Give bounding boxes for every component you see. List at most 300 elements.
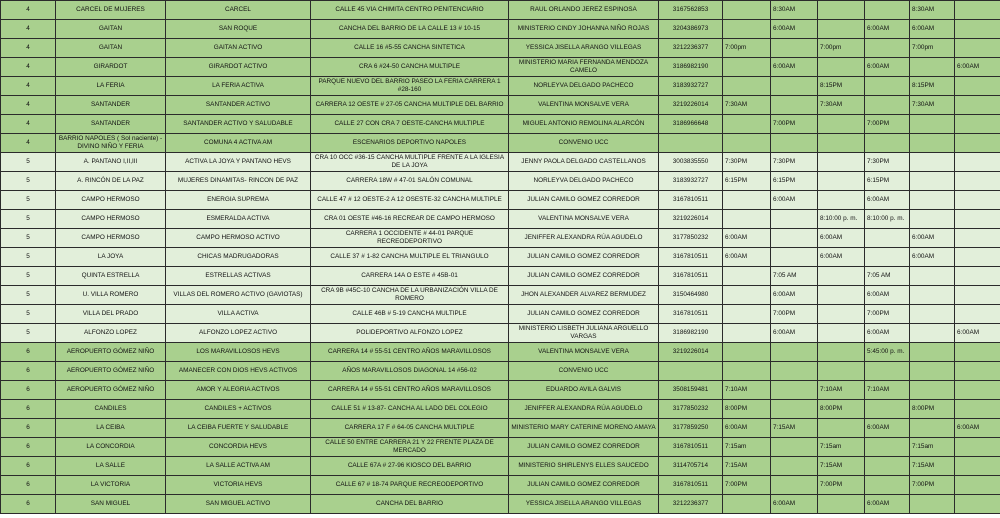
table-row <box>1 191 1000 210</box>
time-cell: 8:00PM <box>818 400 865 419</box>
comuna-cell: 5 <box>1 229 56 248</box>
barrio-cell: SANTANDER <box>56 115 166 134</box>
table-row <box>1 58 1000 77</box>
table-row <box>1 267 1000 286</box>
phone-cell: 3003835550 <box>659 153 723 172</box>
time-cell <box>910 362 955 381</box>
group-name-cell: VICTORIA HEVS <box>166 476 311 495</box>
time-cell <box>818 134 865 153</box>
group-name-cell: VILLA ACTIVA <box>166 305 311 324</box>
time-cell <box>818 419 865 438</box>
table-row <box>1 400 1000 419</box>
group-name-cell: VILLAS DEL ROMERO ACTIVO (GAVIOTAS) <box>166 286 311 305</box>
comuna-cell: 6 <box>1 457 56 476</box>
time-cell: 7:00PM <box>910 476 955 495</box>
time-cell: 6:00AM <box>723 419 771 438</box>
time-cell <box>771 210 818 229</box>
comuna-cell: 6 <box>1 476 56 495</box>
comuna-cell: 4 <box>1 39 56 58</box>
time-cell <box>723 362 771 381</box>
time-cell: 6:00AM <box>771 191 818 210</box>
coordinator-cell: CONVENIO UCC <box>509 134 659 153</box>
phone-cell: 3186982190 <box>659 324 723 343</box>
coordinator-cell: JENIFFER ALEXANDRA RÚA AGUDELO <box>509 229 659 248</box>
time-cell: 7:00PM <box>771 305 818 324</box>
comuna-cell: 5 <box>1 191 56 210</box>
address-cell: CARRERA 17 F # 64-05 CANCHA MULTIPLE <box>311 419 509 438</box>
table-row <box>1 1 1000 20</box>
barrio-cell: AEROPUERTO GÓMEZ NIÑO <box>56 381 166 400</box>
table-row <box>1 438 1000 457</box>
time-cell <box>955 20 1000 39</box>
time-cell: 6:00AM <box>771 286 818 305</box>
time-cell: 7:05 AM <box>865 267 910 286</box>
time-cell: 7:00pm <box>818 39 865 58</box>
address-cell: CALLE 16 #5-55 CANCHA SINTETICA <box>311 39 509 58</box>
time-cell: 6:00AM <box>818 248 865 267</box>
time-cell <box>865 1 910 20</box>
time-cell <box>818 495 865 514</box>
phone-cell: 3219226014 <box>659 210 723 229</box>
group-name-cell: COMUNA 4 ACTIVA AM <box>166 134 311 153</box>
address-cell: CANCHA DEL BARRIO <box>311 495 509 514</box>
time-cell <box>723 324 771 343</box>
barrio-cell: CAMPO HERMOSO <box>56 191 166 210</box>
time-cell: 6:15PM <box>771 172 818 191</box>
time-cell <box>910 191 955 210</box>
time-cell <box>910 419 955 438</box>
comuna-cell: 4 <box>1 115 56 134</box>
barrio-cell: AEROPUERTO GÓMEZ NIÑO <box>56 343 166 362</box>
coordinator-cell: JENNY PAOLA DELGADO CASTELLANOS <box>509 153 659 172</box>
barrio-cell: SAN MIGUEL <box>56 495 166 514</box>
time-cell <box>771 438 818 457</box>
time-cell <box>771 476 818 495</box>
comuna-cell: 4 <box>1 1 56 20</box>
phone-cell: 3114705714 <box>659 457 723 476</box>
time-cell <box>818 1 865 20</box>
time-cell <box>865 400 910 419</box>
group-name-cell: GAITAN ACTIVO <box>166 39 311 58</box>
time-cell: 6:00AM <box>865 286 910 305</box>
coordinator-cell: MINISTERIO LISBETH JULIANA ARGUELLO VARGAS <box>509 324 659 343</box>
time-cell <box>818 115 865 134</box>
phone-cell: 3177859250 <box>659 419 723 438</box>
barrio-cell: A. RINCÓN DE LA PAZ <box>56 172 166 191</box>
time-cell: 6:00AM <box>723 248 771 267</box>
coordinator-cell: NORLEYVA DELGADO PACHECO <box>509 77 659 96</box>
time-cell <box>865 96 910 115</box>
time-cell: 7:15am <box>723 438 771 457</box>
barrio-cell: QUINTA ESTRELLA <box>56 267 166 286</box>
address-cell: CARRERA 12 OESTE # 27-05 CANCHA MULTIPLE DEL BARRIO <box>311 96 509 115</box>
time-cell <box>723 267 771 286</box>
group-name-cell: AMANECER CON DIOS HEVS ACTIVOS <box>166 362 311 381</box>
time-cell <box>910 267 955 286</box>
group-name-cell: CONCORDIA HEVS <box>166 438 311 457</box>
time-cell <box>955 286 1000 305</box>
table-row <box>1 457 1000 476</box>
time-cell: 7:30PM <box>771 153 818 172</box>
time-cell <box>723 495 771 514</box>
time-cell: 6:15PM <box>865 172 910 191</box>
time-cell: 6:00AM <box>865 324 910 343</box>
barrio-cell: CAMPO HERMOSO <box>56 229 166 248</box>
time-cell: 7:00pm <box>910 39 955 58</box>
barrio-cell: BARRIO NAPOLES ( Sol naciente) - DIVINO NIÑO Y FERIA <box>56 134 166 153</box>
barrio-cell: GAITAN <box>56 20 166 39</box>
time-cell <box>723 305 771 324</box>
time-cell: 7:10AM <box>723 381 771 400</box>
time-cell <box>818 343 865 362</box>
comuna-cell: 5 <box>1 267 56 286</box>
table-row <box>1 362 1000 381</box>
time-cell <box>955 153 1000 172</box>
group-name-cell: SANTANDER ACTIVO <box>166 96 311 115</box>
address-cell: CARRERA 14 # 55-51 CENTRO AÑOS MARAVILLOSOS <box>311 343 509 362</box>
address-cell: CALLE 67A # 27-96 KIOSCO DEL BARRIO <box>311 457 509 476</box>
coordinator-cell: MINISTERIO CINDY JOHANNA NIÑO ROJAS <box>509 20 659 39</box>
time-cell <box>955 267 1000 286</box>
time-cell <box>771 343 818 362</box>
time-cell <box>771 134 818 153</box>
time-cell <box>910 324 955 343</box>
time-cell: 8:15PM <box>910 77 955 96</box>
time-cell: 6:00AM <box>771 20 818 39</box>
comuna-cell: 6 <box>1 400 56 419</box>
time-cell <box>955 248 1000 267</box>
time-cell <box>723 20 771 39</box>
comuna-cell: 6 <box>1 419 56 438</box>
coordinator-cell: VALENTINA MONSALVE VERA <box>509 210 659 229</box>
table-row <box>1 172 1000 191</box>
time-cell <box>723 115 771 134</box>
address-cell: CALLE 51 # 13-87- CANCHA AL LADO DEL COLEGIO <box>311 400 509 419</box>
time-cell <box>723 210 771 229</box>
time-cell: 7:00PM <box>865 115 910 134</box>
time-cell: 6:00AM <box>955 58 1000 77</box>
comuna-cell: 4 <box>1 96 56 115</box>
time-cell <box>818 153 865 172</box>
phone-cell: 3177850232 <box>659 400 723 419</box>
time-cell: 8:10:00 p. m. <box>818 210 865 229</box>
comuna-cell: 6 <box>1 343 56 362</box>
table-row <box>1 343 1000 362</box>
phone-cell: 3219226014 <box>659 96 723 115</box>
table-body <box>1 1 1000 514</box>
group-name-cell: LA CEIBA FUERTE Y SALUDABLE <box>166 419 311 438</box>
address-cell: CALLE 27 CON CRA 7 OESTE-CANCHA MULTIPLE <box>311 115 509 134</box>
group-name-cell: GIRARDOT ACTIVO <box>166 58 311 77</box>
time-cell <box>955 39 1000 58</box>
coordinator-cell: JULIAN CAMILO GOMEZ CORREDOR <box>509 248 659 267</box>
time-cell: 6:00AM <box>865 191 910 210</box>
phone-cell: 3167810511 <box>659 191 723 210</box>
time-cell <box>955 381 1000 400</box>
time-cell: 8:00PM <box>910 400 955 419</box>
time-cell <box>865 77 910 96</box>
time-cell <box>955 495 1000 514</box>
table-row <box>1 153 1000 172</box>
time-cell <box>771 362 818 381</box>
time-cell <box>955 172 1000 191</box>
time-cell: 7:15am <box>910 438 955 457</box>
time-cell <box>910 286 955 305</box>
address-cell: CALLE 46B # 5-19 CANCHA MULTIPLE <box>311 305 509 324</box>
address-cell: CALLE 37 # 1-82 CANCHA MULTIPLE EL TRIANGULO <box>311 248 509 267</box>
phone-cell: 3167810511 <box>659 438 723 457</box>
table-row <box>1 229 1000 248</box>
time-cell: 7:15AM <box>771 419 818 438</box>
coordinator-cell: YESSICA JISELLA ARANGO VILLEGAS <box>509 39 659 58</box>
address-cell: CARRERA 14 # 55-51 CENTRO AÑOS MARAVILLOSOS <box>311 381 509 400</box>
time-cell <box>910 305 955 324</box>
barrio-cell: VILLA DEL PRADO <box>56 305 166 324</box>
phone-cell: 3212236377 <box>659 495 723 514</box>
coordinator-cell: MINISTERIO MARIA FERNANDA MENDOZA CAMELO <box>509 58 659 77</box>
time-cell <box>910 134 955 153</box>
group-name-cell: ESTRELLAS ACTIVAS <box>166 267 311 286</box>
time-cell: 6:00AM <box>818 229 865 248</box>
barrio-cell: LA VICTORIA <box>56 476 166 495</box>
time-cell <box>771 96 818 115</box>
time-cell <box>818 267 865 286</box>
phone-cell: 3204386973 <box>659 20 723 39</box>
time-cell <box>910 58 955 77</box>
comuna-cell: 6 <box>1 381 56 400</box>
barrio-cell: LA SALLE <box>56 457 166 476</box>
coordinator-cell: JULIAN CAMILO GOMEZ CORREDOR <box>509 267 659 286</box>
barrio-cell: CARCEL DE MUJERES <box>56 1 166 20</box>
phone-cell <box>659 134 723 153</box>
phone-cell: 3167562853 <box>659 1 723 20</box>
time-cell: 7:15AM <box>723 457 771 476</box>
time-cell <box>910 210 955 229</box>
address-cell: CRA 9B #45C-10 CANCHA DE LA URBANIZACIÓN VILLA DE ROMERO <box>311 286 509 305</box>
time-cell <box>771 77 818 96</box>
table-row <box>1 210 1000 229</box>
time-cell: 7:05 AM <box>771 267 818 286</box>
time-cell: 6:15PM <box>723 172 771 191</box>
barrio-cell: SANTANDER <box>56 96 166 115</box>
barrio-cell: LA CEIBA <box>56 419 166 438</box>
barrio-cell: LA JOYA <box>56 248 166 267</box>
time-cell: 6:00AM <box>910 229 955 248</box>
time-cell <box>955 210 1000 229</box>
time-cell: 7:30PM <box>723 153 771 172</box>
time-cell <box>771 381 818 400</box>
address-cell: CALLE 50 ENTRE CARRERA 21 Y 22 FRENTE PLAZA DE MERCADO <box>311 438 509 457</box>
time-cell <box>771 248 818 267</box>
time-cell <box>771 229 818 248</box>
time-cell: 6:00AM <box>865 495 910 514</box>
time-cell: 6:00AM <box>865 58 910 77</box>
time-cell: 8:30AM <box>910 1 955 20</box>
time-cell <box>723 58 771 77</box>
time-cell: 6:00AM <box>865 419 910 438</box>
group-name-cell: LA SALLE ACTIVA AM <box>166 457 311 476</box>
time-cell <box>865 39 910 58</box>
time-cell: 6:00AM <box>910 20 955 39</box>
coordinator-cell: VALENTINA MONSALVE VERA <box>509 343 659 362</box>
time-cell: 6:00AM <box>910 248 955 267</box>
comuna-cell: 5 <box>1 210 56 229</box>
group-name-cell: MUJERES DINAMITAS- RINCON DE PAZ <box>166 172 311 191</box>
time-cell: 7:00PM <box>865 305 910 324</box>
time-cell: 5:45:00 p. m. <box>865 343 910 362</box>
time-cell <box>723 343 771 362</box>
time-cell <box>910 381 955 400</box>
time-cell <box>910 495 955 514</box>
time-cell <box>955 96 1000 115</box>
time-cell <box>865 438 910 457</box>
time-cell <box>723 286 771 305</box>
phone-cell: 3177850232 <box>659 229 723 248</box>
comuna-cell: 6 <box>1 362 56 381</box>
coordinator-cell: MINISTERIO SHIRLENYS ELLES SAUCEDO <box>509 457 659 476</box>
time-cell <box>955 362 1000 381</box>
group-name-cell: CARCEL <box>166 1 311 20</box>
time-cell <box>955 1 1000 20</box>
phone-cell: 3167810511 <box>659 476 723 495</box>
address-cell: CALLE 67 # 18-74 PARQUE RECREODEPORTIVO <box>311 476 509 495</box>
time-cell <box>955 229 1000 248</box>
table-row <box>1 381 1000 400</box>
coordinator-cell: RAUL ORLANDO JEREZ ESPINOSA <box>509 1 659 20</box>
phone-cell: 3150464980 <box>659 286 723 305</box>
time-cell <box>818 362 865 381</box>
comuna-cell: 5 <box>1 153 56 172</box>
coordinator-cell: VALENTINA MONSALVE VERA <box>509 96 659 115</box>
time-cell: 7:15AM <box>818 457 865 476</box>
time-cell <box>910 153 955 172</box>
time-cell <box>723 1 771 20</box>
barrio-cell: ALFONZO LOPEZ <box>56 324 166 343</box>
coordinator-cell: MIGUEL ANTONIO REMOLINA ALARCÓN <box>509 115 659 134</box>
coordinator-cell: MINISTERIO MARY CATERINE MORENO AMAYA <box>509 419 659 438</box>
time-cell: 6:00AM <box>955 324 1000 343</box>
barrio-cell: LA FERIA <box>56 77 166 96</box>
address-cell: CRA 01 OESTE #46-16 RECREAR DE CAMPO HERMOSO <box>311 210 509 229</box>
time-cell <box>910 343 955 362</box>
time-cell: 7:30AM <box>723 96 771 115</box>
coordinator-cell: EDUARDO AVILA GALVIS <box>509 381 659 400</box>
time-cell <box>955 134 1000 153</box>
address-cell: AÑOS MARAVILLOSOS DIAGONAL 14 #56-02 <box>311 362 509 381</box>
comuna-cell: 4 <box>1 77 56 96</box>
comuna-cell: 5 <box>1 172 56 191</box>
phone-cell: 3186982190 <box>659 58 723 77</box>
group-name-cell: ENERGIA SUPREMA <box>166 191 311 210</box>
group-name-cell: SANTANDER ACTIVO Y SALUDABLE <box>166 115 311 134</box>
time-cell <box>818 172 865 191</box>
time-cell <box>865 229 910 248</box>
group-name-cell: LA FERIA ACTIVA <box>166 77 311 96</box>
time-cell <box>955 438 1000 457</box>
table-row <box>1 286 1000 305</box>
coordinator-cell: JENIFFER ALEXANDRA RÚA AGUDELO <box>509 400 659 419</box>
phone-cell: 3167810511 <box>659 305 723 324</box>
address-cell: CANCHA DEL BARRIO DE LA CALLE 13 # 10-15 <box>311 20 509 39</box>
time-cell <box>955 400 1000 419</box>
comuna-cell: 5 <box>1 286 56 305</box>
time-cell: 8:10:00 p. m. <box>865 210 910 229</box>
phone-cell: 3219226014 <box>659 343 723 362</box>
table-row <box>1 134 1000 153</box>
time-cell <box>955 343 1000 362</box>
time-cell: 8:00PM <box>723 400 771 419</box>
table-row <box>1 115 1000 134</box>
coordinator-cell: YESSICA JISELLA ARANGO VILLEGAS <box>509 495 659 514</box>
group-name-cell: ESMERALDA ACTIVA <box>166 210 311 229</box>
time-cell: 6:00AM <box>771 58 818 77</box>
address-cell: POLIDEPORTIVO ALFONZO LOPEZ <box>311 324 509 343</box>
time-cell <box>955 457 1000 476</box>
time-cell <box>955 305 1000 324</box>
time-cell <box>723 77 771 96</box>
group-name-cell: AMOR Y ALEGRIA ACTIVOS <box>166 381 311 400</box>
barrio-cell: GAITAN <box>56 39 166 58</box>
coordinator-cell: JULIAN CAMILO GOMEZ CORREDOR <box>509 305 659 324</box>
table-row <box>1 248 1000 267</box>
phone-cell: 3167810511 <box>659 248 723 267</box>
phone-cell: 3167810511 <box>659 267 723 286</box>
comuna-cell: 5 <box>1 248 56 267</box>
time-cell: 7:00pm <box>723 39 771 58</box>
time-cell: 7:30PM <box>865 153 910 172</box>
group-name-cell: SAN ROQUE <box>166 20 311 39</box>
time-cell <box>955 115 1000 134</box>
group-name-cell: CAMPO HERMOSO ACTIVO <box>166 229 311 248</box>
group-name-cell: LOS MARAVILLOSOS HEVS <box>166 343 311 362</box>
coordinator-cell: JULIAN CAMILO GOMEZ CORREDOR <box>509 191 659 210</box>
group-name-cell: CANDILES + ACTIVOS <box>166 400 311 419</box>
address-cell: CARRERA 1 OCCIDENTE # 44-01 PARQUE RECREODEPORTIVO <box>311 229 509 248</box>
address-cell: CALLE 45 VIA CHIMITA CENTRO PENITENCIARIO <box>311 1 509 20</box>
time-cell: 7:15AM <box>910 457 955 476</box>
time-cell: 7:10AM <box>818 381 865 400</box>
table-row <box>1 77 1000 96</box>
time-cell: 7:15am <box>818 438 865 457</box>
time-cell <box>771 400 818 419</box>
address-cell: CRA 10 OCC #36-15 CANCHA MULTIPLE FRENTE A LA IGLESIA DE LA JOYA <box>311 153 509 172</box>
phone-cell: 3212236377 <box>659 39 723 58</box>
address-cell: ESCENARIOS DEPORTIVO NAPOLES <box>311 134 509 153</box>
barrio-cell: A. PANTANO I,II,III <box>56 153 166 172</box>
barrio-cell: CANDILES <box>56 400 166 419</box>
time-cell <box>865 457 910 476</box>
time-cell <box>818 20 865 39</box>
time-cell: 6:00AM <box>865 20 910 39</box>
address-cell: CARRERA 18W # 47-01 SALÓN COMUNAL <box>311 172 509 191</box>
coordinator-cell: JULIAN CAMILO GOMEZ CORREDOR <box>509 476 659 495</box>
coordinator-cell: JULIAN CAMILO GOMEZ CORREDOR <box>509 438 659 457</box>
time-cell: 6:00AM <box>723 229 771 248</box>
time-cell: 7:30AM <box>818 96 865 115</box>
time-cell <box>910 172 955 191</box>
time-cell <box>818 58 865 77</box>
comuna-cell: 6 <box>1 438 56 457</box>
group-name-cell: ALFONZO LOPEZ ACTIVO <box>166 324 311 343</box>
time-cell: 7:00PM <box>771 115 818 134</box>
time-cell <box>771 39 818 58</box>
phone-cell: 3508159481 <box>659 381 723 400</box>
coordinator-cell: CONVENIO UCC <box>509 362 659 381</box>
comuna-cell: 4 <box>1 58 56 77</box>
time-cell <box>865 362 910 381</box>
time-cell: 6:00AM <box>771 324 818 343</box>
time-cell <box>865 248 910 267</box>
